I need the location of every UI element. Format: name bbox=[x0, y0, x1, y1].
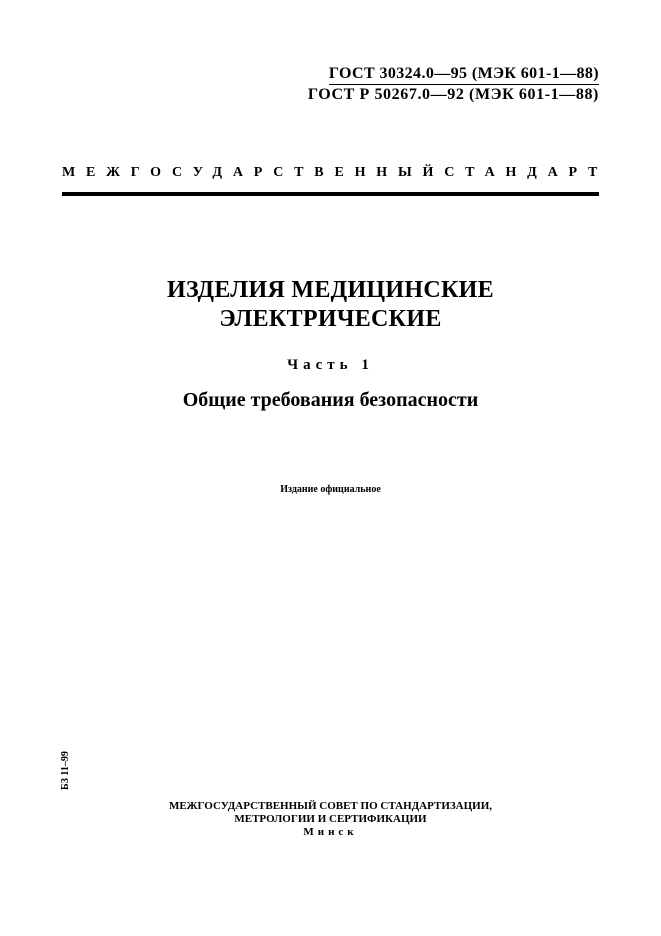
gost-number-primary: ГОСТ 30324.0—95 (МЭК 601-1—88) bbox=[329, 64, 599, 85]
standard-type-banner bbox=[62, 165, 609, 181]
gost-designation bbox=[308, 64, 599, 105]
document-title bbox=[0, 276, 661, 334]
publisher-line-2: МЕТРОЛОГИИ И СЕРТИФИКАЦИИ bbox=[234, 813, 427, 825]
publisher-line-1: МЕЖГОСУДАРСТВЕННЫЙ СОВЕТ ПО СТАНДАРТИЗАЦИИ, bbox=[168, 800, 493, 812]
banner-rule bbox=[62, 192, 599, 196]
publisher-block bbox=[0, 800, 661, 839]
side-mark: БЗ 11–99 bbox=[60, 751, 71, 790]
edition-note: Издание официальное bbox=[280, 484, 381, 495]
gost-number-secondary: ГОСТ Р 50267.0—92 (МЭК 601-1—88) bbox=[307, 86, 599, 103]
publisher-city: Минск bbox=[303, 826, 358, 838]
banner-interstate: МЕЖГОСУДАРСТВЕННЫЙ bbox=[62, 165, 445, 180]
title-line-1: ИЗДЕЛИЯ МЕДИЦИНСКИЕ bbox=[167, 277, 494, 303]
part-label: Часть 1 bbox=[287, 357, 374, 373]
banner-standard: СТАНДАРТ bbox=[444, 165, 609, 180]
title-line-2: ЭЛЕКТРИЧЕСКИЕ bbox=[219, 306, 442, 332]
document-subtitle: Общие требования безопасности bbox=[182, 389, 479, 411]
